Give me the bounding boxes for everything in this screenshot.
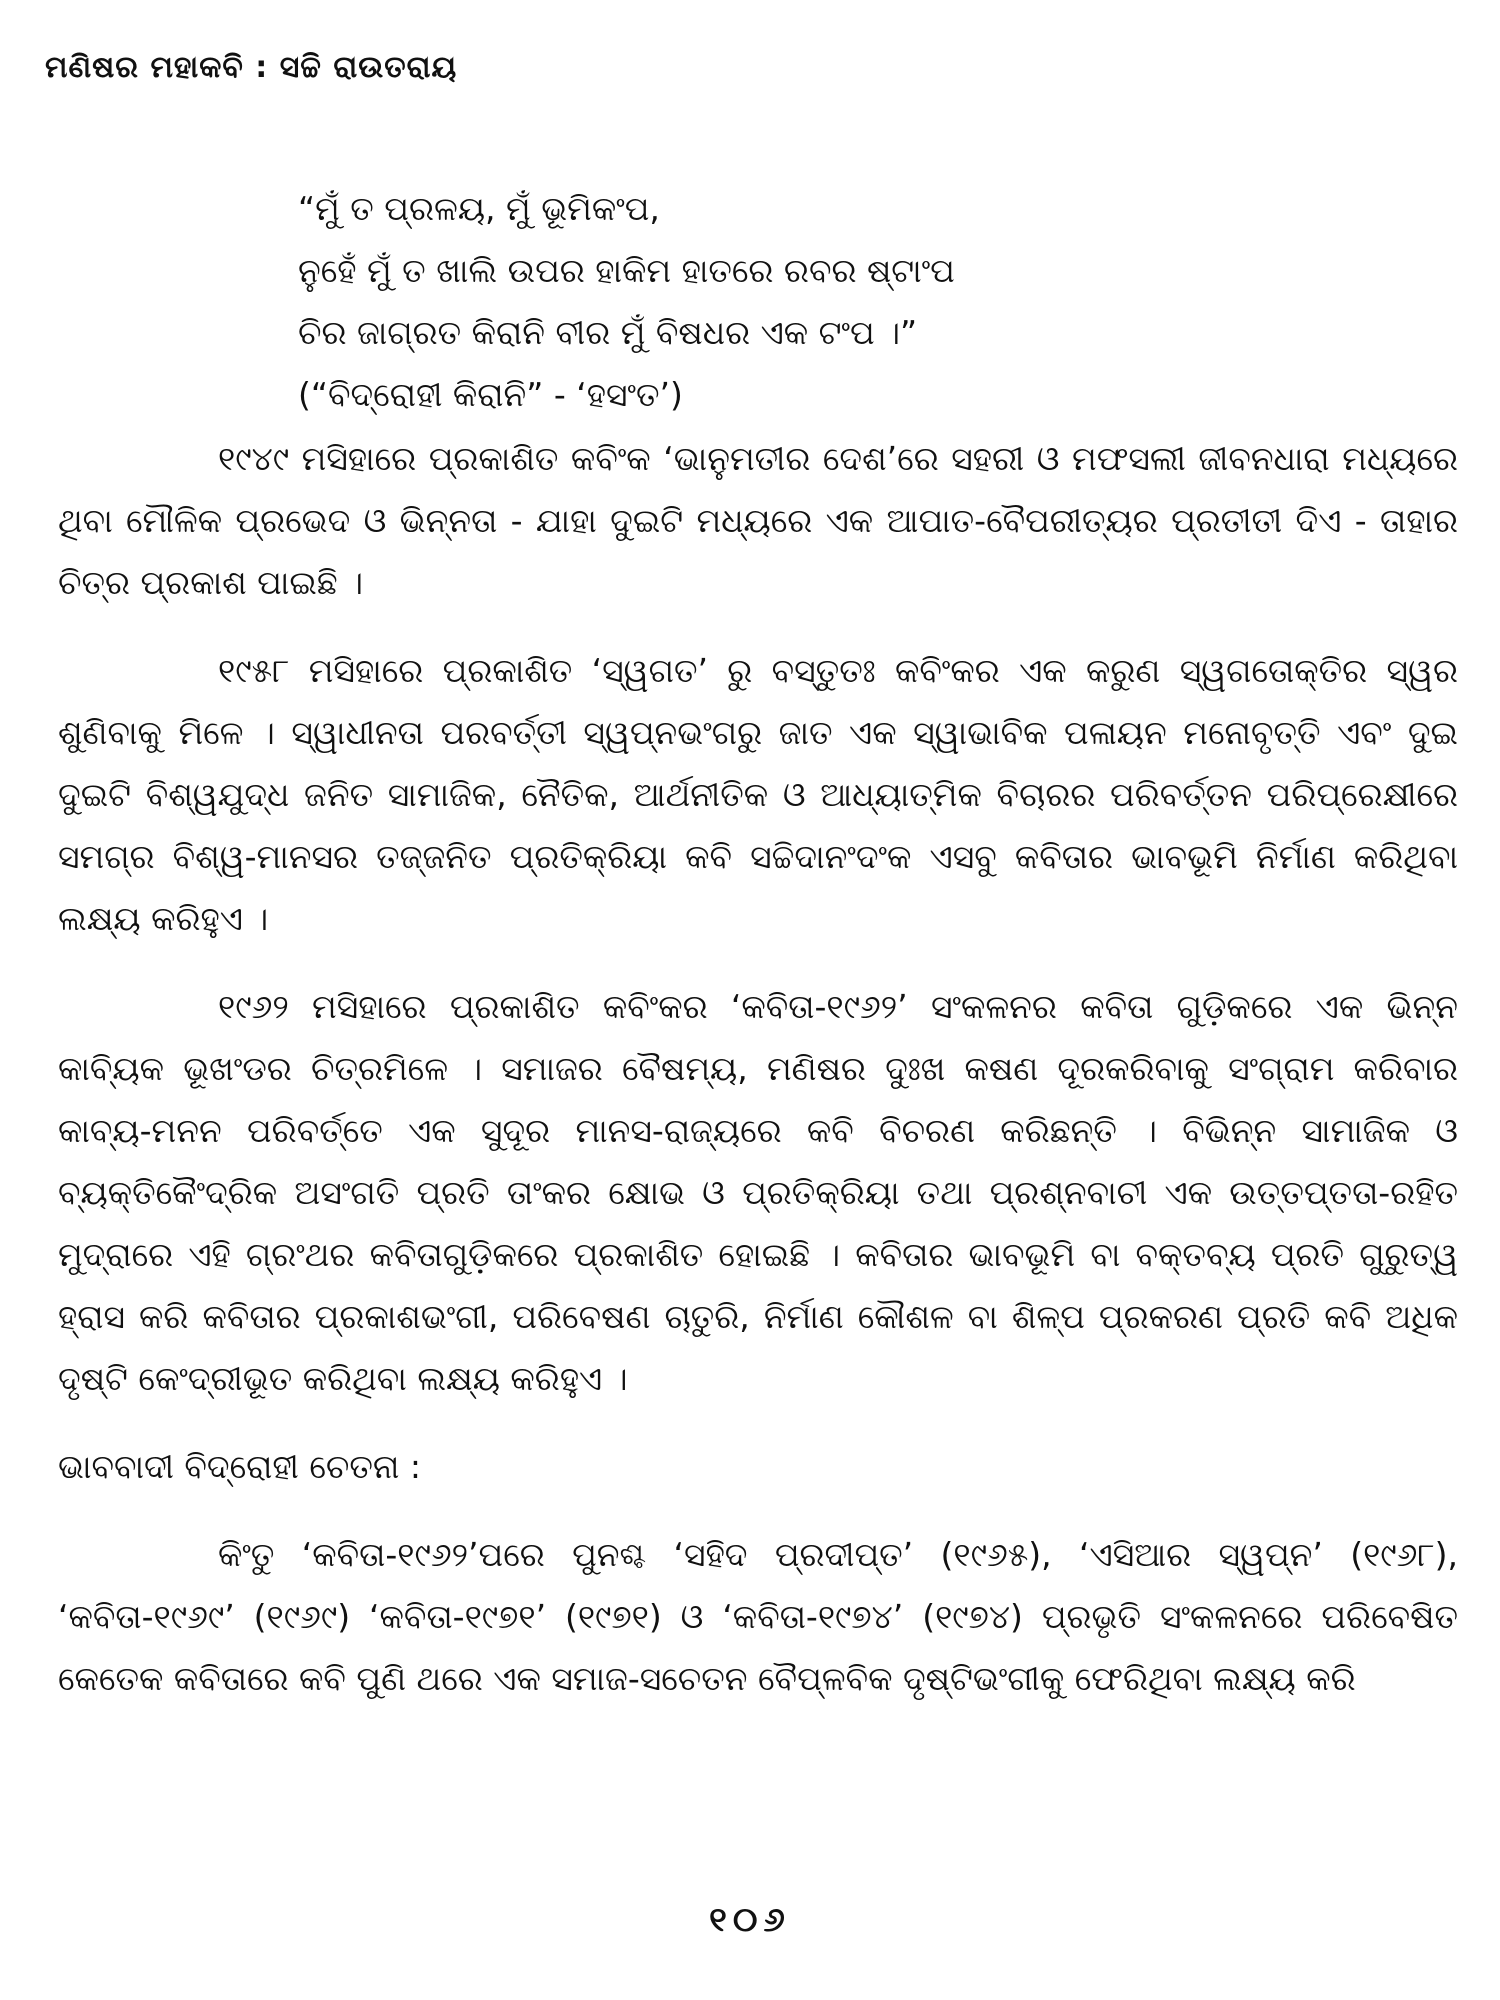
- verse-quotation: [298, 178, 1298, 426]
- paragraph: କିଂତୁ ‘କବିତା-୧୯୬୨’ପରେ ପୁନଶ୍ଚ ‘ସହିଦ ପ୍ରଦୀପ୍ତ’ (୧୯୬୫), ‘ଏସିଆର ସ୍ୱପ୍ନ’ (୧୯୬୮), ‘କବିତା-୧୯୬୯’ (୧୯୬୯) ‘କବିତା-୧୯୭୧’ (୧୯୭୧) ଓ ‘କବିତା-୧୯୭୪’ (୧୯୭୪) ପ୍ରଭୃତି ସଂକଳନରେ ପରିବେଷିତ କେତେକ କବିତାରେ କବି ପୁଣି ଥରେ ଏକ ସମାଜ-ସଚେତନ ବୈପ୍ଳବିକ ଦୃଷ୍ଟିଭଂଗୀକୁ ଫେରିଥିବା ଲକ୍ଷ୍ୟ କରି: [58, 1535, 1458, 1698]
- paragraph: ୧୯୬୨ ମସିହାରେ ପ୍ରକାଶିତ କବିଂକର ‘କବିତା-୧୯୬୨’ ସଂକଳନର କବିତା ଗୁଡ଼ିକରେ ଏକ ଭିନ୍ନ କାବ୍ୟିକ ଭୂଖଂଡର ଚିତ୍ରମିଳେ । ସମାଜର ବୈଷମ୍ୟ, ମଣିଷର ଦୁଃଖ କଷଣ ଦୂରକରିବାକୁ ସଂଗ୍ରାମ କରିବାର କାବ୍ୟ-ମନନ ପରିବର୍ତ୍ତେ ଏକ ସୁଦୂର ମାନସ-ରାଜ୍ୟରେ କବି ବିଚରଣ କରିଛନ୍ତି । ବିଭିନ୍ନ ସାମାଜିକ ଓ ବ୍ୟକ୍ତିକୈଂଦ୍ରିକ ଅସଂଗତି ପ୍ରତି ତାଂକର କ୍ଷୋଭ ଓ ପ୍ରତିକ୍ରିୟା ତଥା ପ୍ରଶ୍ନବାଚୀ ଏକ ଉତ୍ତପ୍ତତା-ରହିତ ମୁଦ୍ରାରେ ଏହି ଗ୍ରଂଥର କବିତାଗୁଡ଼ିକରେ ପ୍ରକାଶିତ ହୋଇଛି । କବିତାର ଭାବଭୂମି ବା ବକ୍ତବ୍ୟ ପ୍ରତି ଗୁରୁତ୍ୱ ହ୍ରାସ କରି କବିତାର ପ୍ରକାଶଭଂଗୀ, ପରିବେଷଣ ଚାତୁରି, ନିର୍ମାଣ କୌଶଳ ବା ଶିଳ୍ପ ପ୍ରକରଣ ପ୍ରତି କବି ଅଧିକ ଦୃଷ୍ଟି କେଂଦ୍ରୀଭୂତ କରିଥିବା ଲକ୍ଷ୍ୟ କରିହୁଏ ।: [58, 987, 1458, 1398]
- running-head: ମଣିଷର ମହାକବି : ସଚ୍ଚି ରାଉତରାୟ: [45, 50, 458, 85]
- section-heading: ଭାବବାଦୀ ବିଦ୍ରୋହୀ ଚେତନା :: [58, 1447, 421, 1486]
- paragraph: ୧୯୫୮ ମସିହାରେ ପ୍ରକାଶିତ ‘ସ୍ୱଗତ’ ରୁ ବସ୍ତୁତଃ କବିଂକର ଏକ କରୁଣ ସ୍ୱଗତୋକ୍ତିର ସ୍ୱର ଶୁଣିବାକୁ ମିଳେ । ସ୍ୱାଧୀନତା ପରବର୍ତ୍ତୀ ସ୍ୱପ୍ନଭଂଗରୁ ଜାତ ଏକ ସ୍ୱାଭାବିକ ପଳାୟନ ମନୋବୃତ୍ତି ଏବଂ ଦୁଇ ଦୁଇଟି ବିଶ୍ୱଯୁଦ୍ଧ ଜନିତ ସାମାଜିକ, ନୈତିକ, ଆର୍ଥନୀତିକ ଓ ଆଧ୍ୟାତ୍ମିକ ବିଚାରର ପରିବର୍ତ୍ତନ ପରିପ୍ରେକ୍ଷୀରେ ସମଗ୍ର ବିଶ୍ୱ-ମାନସର ତଜ୍ଜନିତ ପ୍ରତିକ୍ରିୟା କବି ସଚ୍ଚିଦାନଂଦଂକ ଏସବୁ କବିତାର ଭାବଭୂମି ନିର୍ମାଣ କରିଥିବା ଲକ୍ଷ୍ୟ କରିହୁଏ ।: [58, 651, 1458, 938]
- verse-line: “ମୁଁ ତ ପ୍ରଳୟ, ମୁଁ ଭୂମିକଂପ,: [298, 189, 660, 228]
- verse-line: ଚିର ଜାଗ୍ରତ କିରାନି ବୀର ମୁଁ ବିଷଧର ଏକ ଟଂପ ।”: [298, 313, 918, 352]
- paragraph: ୧୯୪୯ ମସିହାରେ ପ୍ରକାଶିତ କବିଂକ ‘ଭାନୁମତୀର ଦେଶ’ରେ ସହରୀ ଓ ମଫସଲୀ ଜୀବନଧାରା ମଧ୍ୟରେ ଥିବା ମୌଳିକ ପ୍ରଭେଦ ଓ ଭିନ୍ନତା - ଯାହା ଦୁଇଟି ମଧ୍ୟରେ ଏକ ଆପାତ-ବୈପରୀତ୍ୟର ପ୍ରତୀତୀ ଦିଏ - ତାହାର ଚିତ୍ର ପ୍ରକାଶ ପାଇଛି ।: [58, 439, 1458, 602]
- page-number: ୧୦୬: [709, 1900, 791, 1940]
- body-text: [58, 428, 1458, 1736]
- verse-source: (“ବିଦ୍ରୋହୀ କିରାନି” - ‘ହସଂତ’): [298, 375, 683, 414]
- verse-line: ନୁହେଁ ମୁଁ ତ ଖାଲି ଉପର ହାକିମ ହାତରେ ରବର ଷ୍ଟାଂପ: [298, 251, 955, 290]
